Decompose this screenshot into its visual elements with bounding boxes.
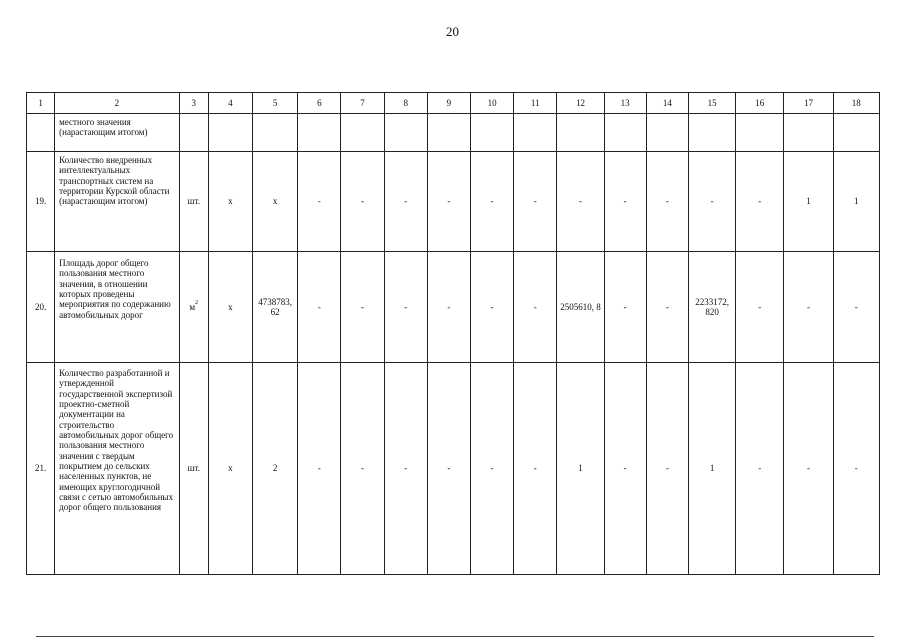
value-cell: - <box>427 363 470 575</box>
table-cell <box>253 114 298 152</box>
value-cell: - <box>646 152 688 252</box>
header-cell: 4 <box>208 93 252 114</box>
value-cell: - <box>736 252 784 363</box>
header-cell: 16 <box>736 93 784 114</box>
header-cell: 1 <box>27 93 55 114</box>
unit-cell: шт. <box>179 363 208 575</box>
table-cell <box>427 114 470 152</box>
header-cell: 13 <box>604 93 646 114</box>
value-cell: x <box>253 152 298 252</box>
page-number: 20 <box>446 24 459 39</box>
value-cell: - <box>298 363 341 575</box>
indicators-table <box>26 92 880 575</box>
footer-rule <box>36 636 874 637</box>
table-row <box>27 152 880 252</box>
value-cell: - <box>341 252 384 363</box>
header-cell: 5 <box>253 93 298 114</box>
table-cell <box>514 114 557 152</box>
indicator-name-cell: Количество разработанной и утвержденной государственной экспертизой проектно-сметной документации на строительство автомобильных дорог общего пользования местного значения с твердым покрытием до сельских населенных пунктов, не имеющих круглогодичной связи с сетью автомобильных дорог общего пользования <box>55 363 180 575</box>
value-cell: - <box>833 363 879 575</box>
value-cell: 1 <box>688 363 735 575</box>
value-cell: - <box>384 152 427 252</box>
value-cell: 1 <box>557 363 604 575</box>
header-cell: 7 <box>341 93 384 114</box>
table-row <box>27 363 880 575</box>
table-cell <box>341 114 384 152</box>
continuation-row <box>27 114 880 152</box>
value-cell: - <box>736 152 784 252</box>
value-cell: - <box>384 363 427 575</box>
value-cell: - <box>470 152 513 252</box>
unit-cell <box>179 252 208 363</box>
value-cell: - <box>514 152 557 252</box>
value-cell: - <box>470 363 513 575</box>
value-cell: 1 <box>833 152 879 252</box>
value-cell: 4738783, 62 <box>253 252 298 363</box>
table-cell <box>784 114 833 152</box>
value-cell: - <box>646 252 688 363</box>
table-cell <box>688 114 735 152</box>
value-cell: - <box>427 152 470 252</box>
value-cell: - <box>784 363 833 575</box>
table-cell <box>179 114 208 152</box>
value-cell: x <box>208 252 252 363</box>
value-cell: - <box>470 252 513 363</box>
value-cell: - <box>384 252 427 363</box>
unit-cell: шт. <box>179 152 208 252</box>
header-cell: 6 <box>298 93 341 114</box>
value-cell: - <box>427 252 470 363</box>
header-cell: 3 <box>179 93 208 114</box>
table-cell <box>736 114 784 152</box>
table-cell <box>833 114 879 152</box>
value-cell: - <box>646 363 688 575</box>
value-cell: 2505610, 8 <box>557 252 604 363</box>
value-cell: - <box>736 363 784 575</box>
header-cell: 11 <box>514 93 557 114</box>
table-cell <box>646 114 688 152</box>
value-cell: 2233172, 820 <box>688 252 735 363</box>
value-cell: - <box>688 152 735 252</box>
indicator-name-cell: Площадь дорог общего пользования местного значения, в отношении которых проведены мероприятия по содержанию автомобильных дорог <box>55 252 180 363</box>
header-cell: 18 <box>833 93 879 114</box>
header-cell: 12 <box>557 93 604 114</box>
value-cell: - <box>341 363 384 575</box>
indicator-name-cell: местного значения (нарастающим итогом) <box>55 114 180 152</box>
row-number-cell <box>27 114 55 152</box>
table-cell <box>557 114 604 152</box>
row-number-cell: 21. <box>27 363 55 575</box>
table-cell <box>470 114 513 152</box>
value-cell: - <box>604 363 646 575</box>
value-cell: - <box>557 152 604 252</box>
header-cell: 15 <box>688 93 735 114</box>
value-cell: - <box>341 152 384 252</box>
indicator-name-cell: Количество внедренных интеллектуальных транспортных систем на территории Курской области (нарастающим итогом) <box>55 152 180 252</box>
value-cell: 2 <box>253 363 298 575</box>
header-cell: 14 <box>646 93 688 114</box>
value-cell: - <box>514 252 557 363</box>
unit-superscript: 2 <box>195 299 199 306</box>
value-cell: - <box>833 252 879 363</box>
value-cell: - <box>298 152 341 252</box>
header-cell: 9 <box>427 93 470 114</box>
table-row <box>27 252 880 363</box>
row-number-cell: 19. <box>27 152 55 252</box>
value-cell: x <box>208 152 252 252</box>
header-cell: 8 <box>384 93 427 114</box>
value-cell: - <box>298 252 341 363</box>
value-cell: - <box>604 252 646 363</box>
table-cell <box>384 114 427 152</box>
header-cell: 10 <box>470 93 513 114</box>
value-cell: x <box>208 363 252 575</box>
value-cell: - <box>604 152 646 252</box>
value-cell: - <box>784 252 833 363</box>
row-number-cell: 20. <box>27 252 55 363</box>
value-cell: - <box>514 363 557 575</box>
header-row <box>27 93 880 114</box>
header-cell: 17 <box>784 93 833 114</box>
table-cell <box>208 114 252 152</box>
value-cell: 1 <box>784 152 833 252</box>
table-cell <box>604 114 646 152</box>
unit-base: м <box>189 301 196 312</box>
header-cell: 2 <box>55 93 180 114</box>
table-cell <box>298 114 341 152</box>
